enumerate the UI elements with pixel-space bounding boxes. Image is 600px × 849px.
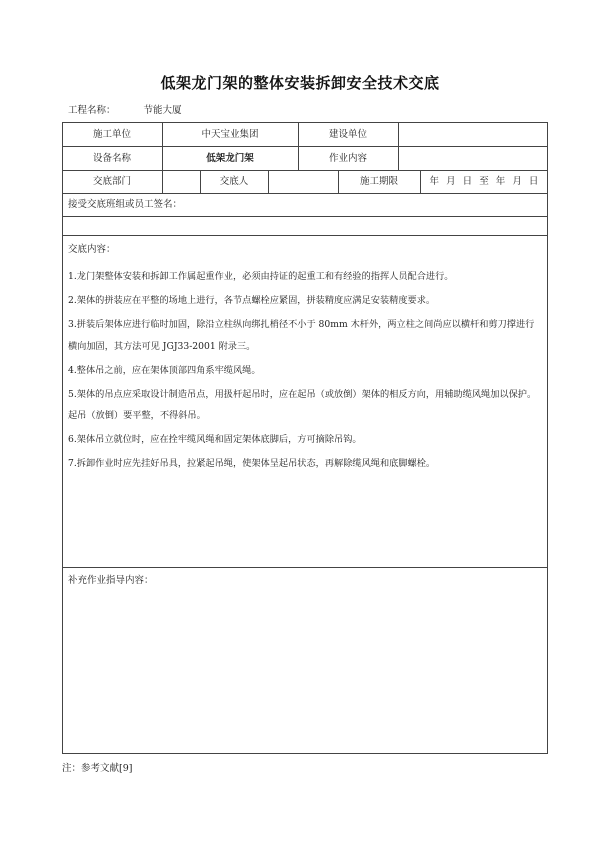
construction-unit-label: 施工单位	[92, 129, 131, 140]
project-value: 节能大厦	[143, 105, 182, 116]
period-part: 日	[462, 176, 473, 187]
project-line	[68, 102, 182, 116]
builder-unit-value	[398, 123, 548, 146]
period-part: 日	[528, 176, 539, 187]
row-divider	[62, 235, 548, 236]
period-label: 施工期限	[359, 176, 398, 187]
content-item: 5.架体的吊点应采取设计制造吊点，用扱杆起吊时，应在起吊（或放倒）架体的相反方向，用辅助缆风绳加以保护。起吊（放倒）要平整，不得斜吊。	[68, 388, 537, 421]
row-divider	[62, 216, 548, 217]
period-part: 年	[429, 176, 440, 187]
content-items	[68, 266, 542, 477]
period-part: 月	[446, 176, 456, 187]
equipment-value: 低架龙门架	[206, 153, 254, 164]
footnote: 注：参考文献[9]	[62, 763, 133, 774]
content-item: 3.拼装后架体应进行临时加固，除沿立柱纵向绑扎梢径不小于 80mm 木杆外，两立柱之间尚应以横杆和剪刀撑进行横向加固，其方法可见 JGJ33-2001 附录三。	[68, 319, 535, 352]
content-item: 1.龙门架整体安装和拆卸工作属起重作业，必须由持证的起重工和有经验的指挥人员配合进行。	[68, 271, 454, 282]
dept-label: 交底部门	[92, 176, 131, 187]
supplement-label: 补充作业指导内容：	[68, 575, 154, 586]
equipment-label: 设备名称	[92, 153, 131, 164]
work-content-label: 作业内容	[328, 153, 367, 164]
builder-unit-label: 建设单位	[328, 129, 367, 140]
dept-value	[162, 170, 200, 193]
content-item: 7.拆卸作业时应先挂好吊具，拉紧起吊绳，使架体呈起吊状态，再解除缆风绳和底脚螺栓。	[68, 458, 436, 469]
period-value	[420, 170, 548, 193]
row-divider	[62, 567, 548, 568]
content-label: 交底内容：	[68, 244, 116, 255]
content-item: 4.整体吊之前，应在架体顶部四角系牢缆风绳。	[68, 364, 261, 376]
construction-unit-value: 中天宝业集团	[201, 129, 259, 140]
work-content-value	[398, 147, 548, 170]
receiver-signature-label: 接受交底班组或员工签名：	[68, 199, 183, 210]
period-part: 月	[512, 176, 522, 187]
content-item: 2.架体的拼装应在平整的场地上进行，各节点螺栓应紧固，拼装精度应满足安装精度要求。	[68, 295, 436, 306]
document-title: 低架龙门架的整体安装拆卸安全技术交底	[160, 74, 440, 92]
period-part: 至	[479, 176, 489, 187]
content-item: 6.架体吊立就位时，应在拴牢缆风绳和固定架体底脚后，方可摘除吊钩。	[68, 434, 362, 445]
period-part: 年	[495, 176, 506, 187]
project-label: 工程名称：	[68, 105, 116, 116]
person-value	[268, 170, 338, 193]
person-label: 交底人	[219, 176, 249, 187]
